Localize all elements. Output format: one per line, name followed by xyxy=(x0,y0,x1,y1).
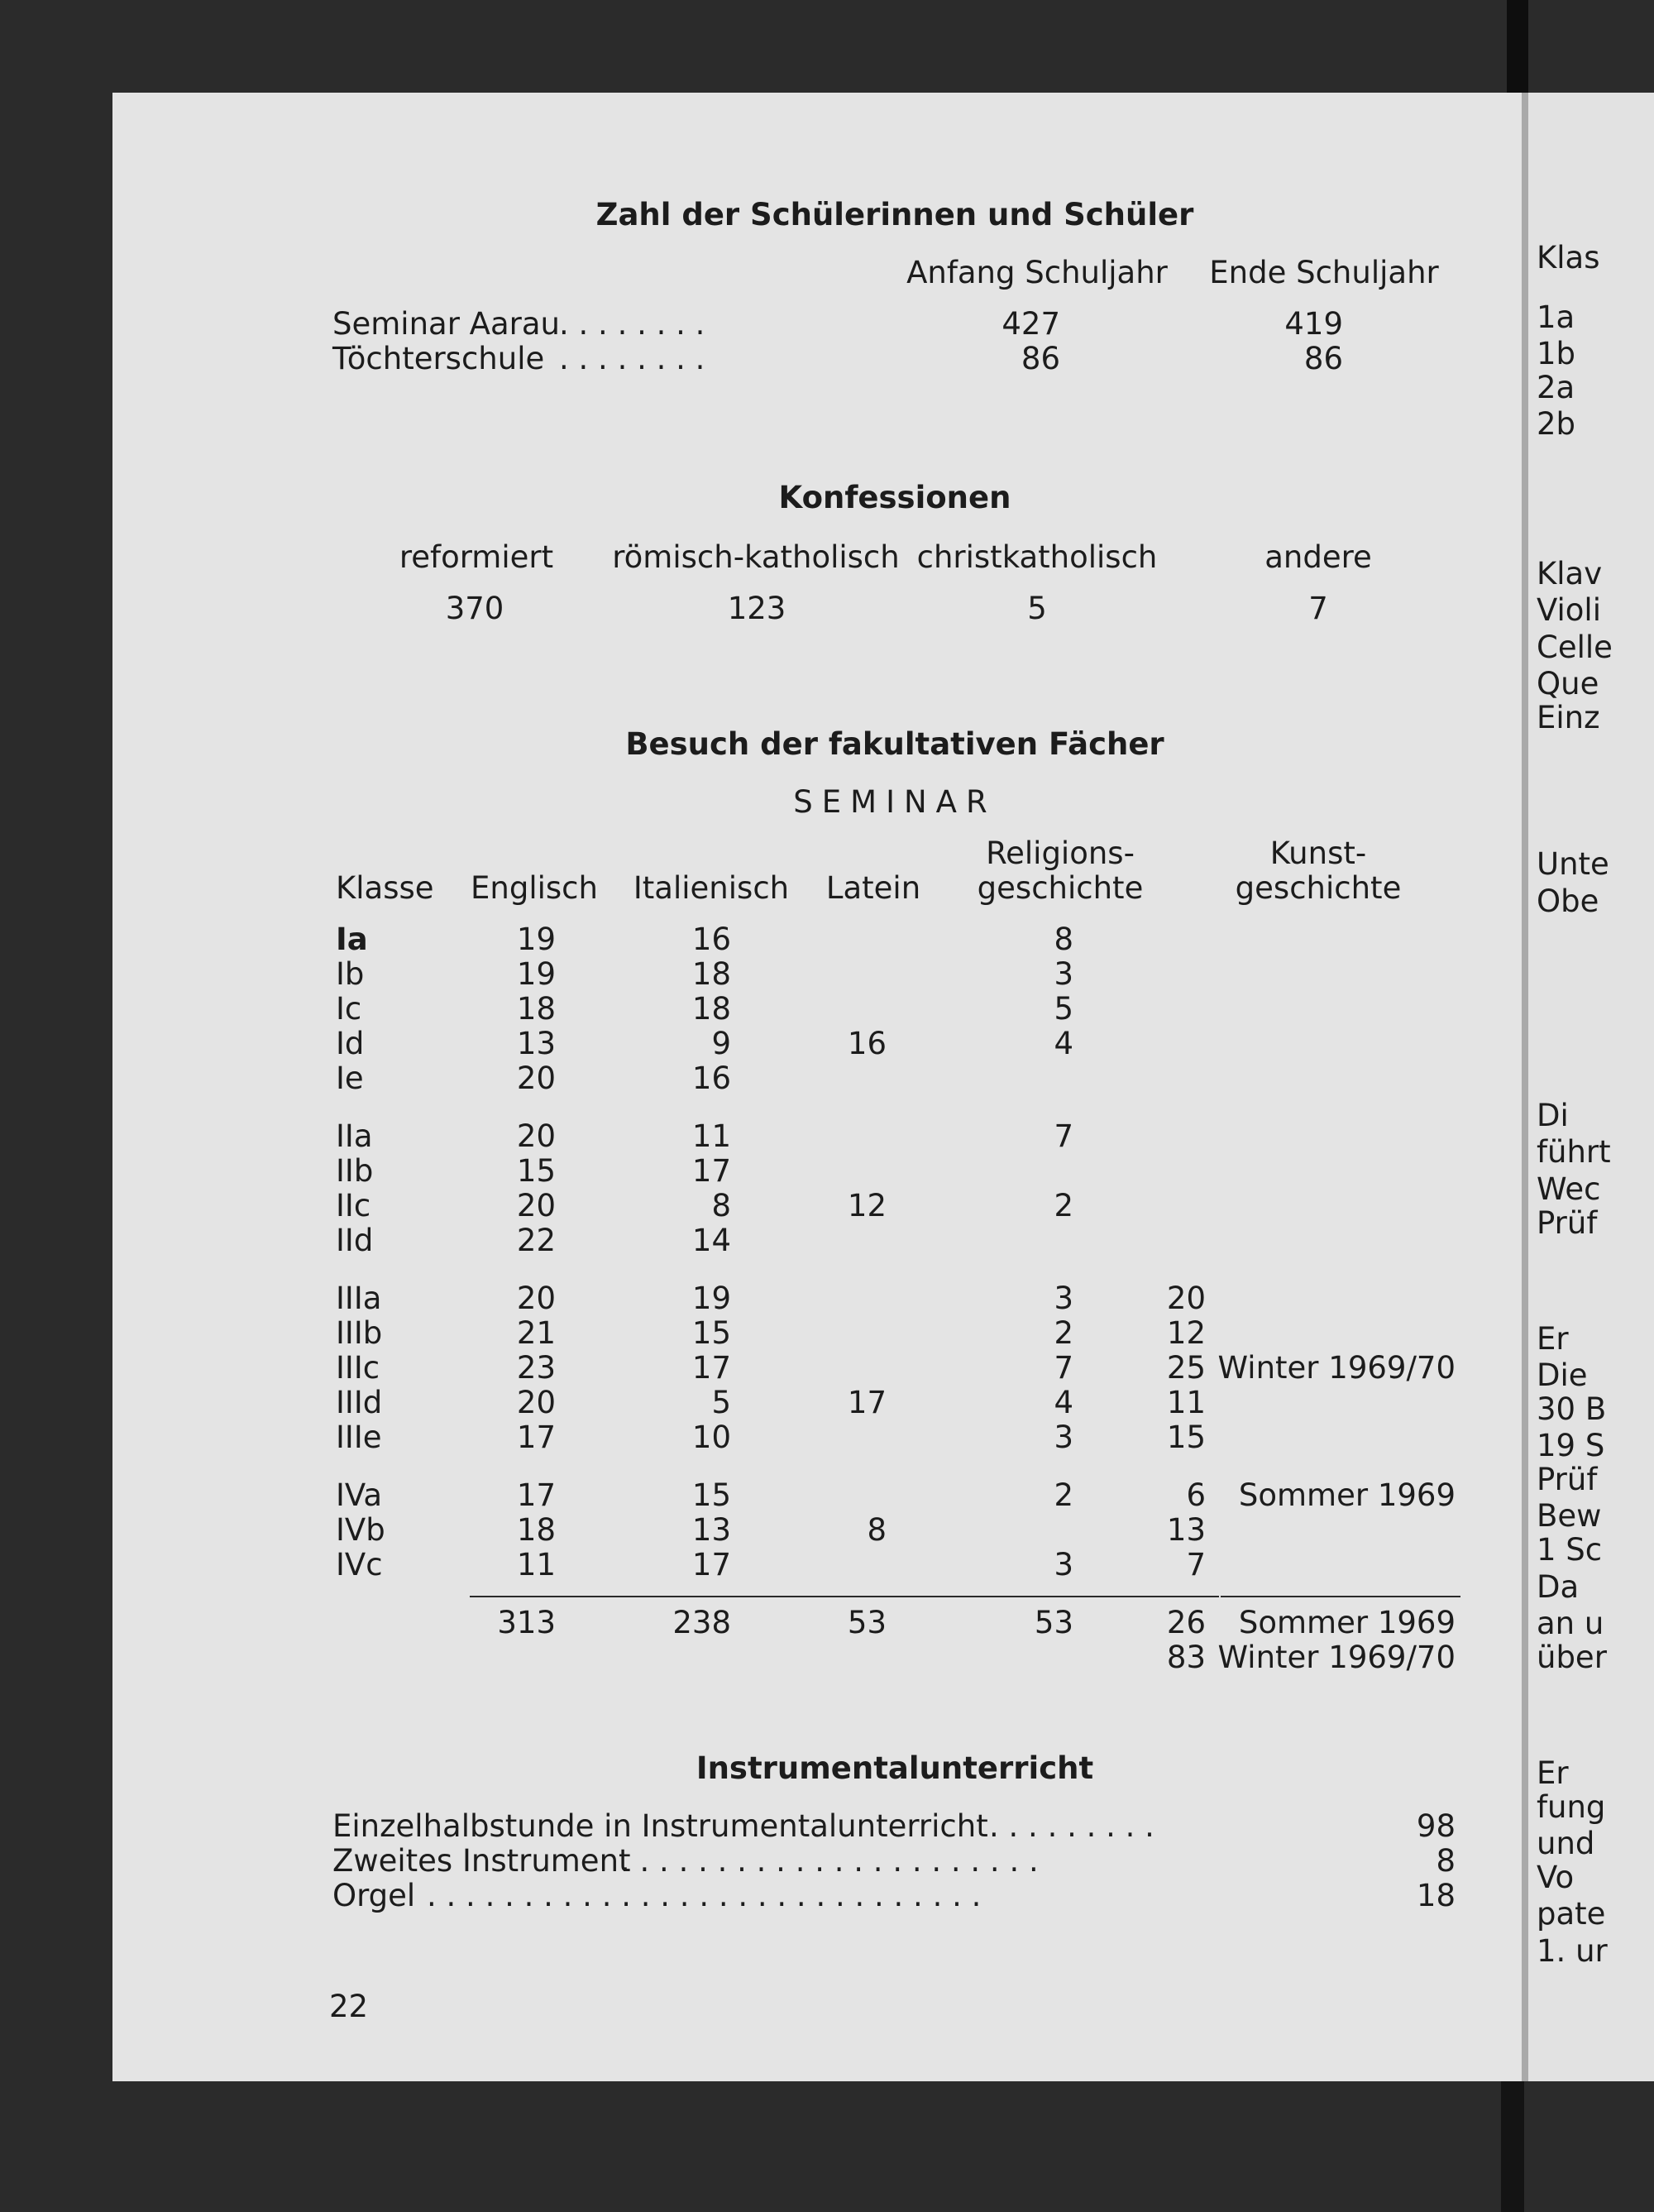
cell-religion: 3 xyxy=(1054,1281,1073,1316)
cell-religion: 2 xyxy=(1054,1315,1073,1351)
cell-kunstgeschichte: 15 xyxy=(1166,1420,1206,1455)
leader-dots: . . . . . . . . xyxy=(559,306,705,342)
cell-religion: 5 xyxy=(1054,991,1073,1027)
cell-englisch: 18 xyxy=(516,1512,556,1548)
cell-italienisch: 19 xyxy=(691,1281,731,1316)
right-page-text-fragment: Er xyxy=(1537,1755,1569,1791)
leader-dots: . . . . . . . . . . . . . . . . . . . . . . xyxy=(620,1843,1039,1879)
total-art-summer: 26 xyxy=(1166,1605,1206,1640)
cell-kunstgeschichte: 25 xyxy=(1166,1350,1206,1386)
header-art-line2: geschichte xyxy=(1235,870,1402,906)
cell-englisch: 19 xyxy=(516,956,556,992)
cell-kunstgeschichte: 12 xyxy=(1166,1315,1206,1351)
cell-italienisch: 11 xyxy=(691,1118,731,1154)
right-page-text-fragment: 2a xyxy=(1537,369,1575,405)
cell-italienisch: 16 xyxy=(691,922,731,957)
right-page-text-fragment: Da xyxy=(1537,1568,1580,1605)
right-page-text-fragment: Di xyxy=(1537,1098,1569,1134)
cell-religion: 4 xyxy=(1054,1385,1073,1420)
header-art-line1: Kunst- xyxy=(1269,835,1367,871)
cell-englisch: 20 xyxy=(516,1385,556,1420)
cell-italienisch: 17 xyxy=(691,1350,731,1386)
cell-italienisch: 15 xyxy=(691,1477,731,1513)
row-label-seminar-aarau: Seminar Aarau xyxy=(332,306,560,342)
right-page-text-fragment: Violi xyxy=(1537,592,1601,629)
cell-religion: 2 xyxy=(1054,1188,1073,1223)
cell-klasse: IIIa xyxy=(336,1281,382,1316)
value-roemisch-katholisch: 123 xyxy=(727,591,786,626)
cell-englisch: 17 xyxy=(516,1420,556,1455)
leader-dots: . . . . . . . . . . . . . . . . . . . . . . . . . . . . . xyxy=(427,1878,982,1913)
cell-englisch: 21 xyxy=(516,1315,556,1351)
header-reformiert: reformiert xyxy=(399,539,554,575)
right-page-text-fragment: 1b xyxy=(1537,335,1576,371)
header-andere: andere xyxy=(1264,539,1372,575)
right-page-text-fragment: 2b xyxy=(1537,406,1576,443)
header-start-of-year: Anfang Schuljahr xyxy=(906,255,1168,290)
right-page-text-fragment: und xyxy=(1537,1826,1595,1862)
header-end-of-year: Ende Schuljahr xyxy=(1209,255,1439,290)
leader-dots: . . . . . . . . xyxy=(559,341,705,376)
value-single-half-hour: 98 xyxy=(1416,1808,1456,1844)
cell-klasse: IId xyxy=(336,1223,374,1258)
cell-klasse: Ib xyxy=(336,956,365,992)
cell-latein: 8 xyxy=(867,1512,887,1548)
right-page-text-fragment: pate xyxy=(1537,1896,1606,1932)
header-englisch: Englisch xyxy=(471,870,598,906)
section-title-instrumental: Instrumentalunterricht xyxy=(696,1750,1094,1786)
cell-religion: 3 xyxy=(1054,956,1073,992)
cell-klasse: IIa xyxy=(336,1118,373,1154)
cell-englisch: 20 xyxy=(516,1188,556,1223)
row-label-single-half-hour: Einzelhalbstunde in Instrumentalunterricht xyxy=(332,1808,988,1844)
total-rule-right xyxy=(1221,1596,1460,1597)
cell-klasse: Ia xyxy=(336,922,368,957)
row-label-organ: Orgel xyxy=(332,1878,416,1913)
header-christkatholisch: christkatholisch xyxy=(916,539,1158,575)
cell-klasse: Ic xyxy=(336,991,362,1027)
right-page-text-fragment: Klas xyxy=(1537,239,1600,275)
cell-latein: 12 xyxy=(847,1188,887,1223)
cell-latein: 16 xyxy=(847,1026,887,1061)
cell-englisch: 20 xyxy=(516,1281,556,1316)
total-note-winter: Winter 1969/70 xyxy=(1217,1640,1456,1675)
header-religion-line2: geschichte xyxy=(977,870,1144,906)
right-page-text-fragment: 1a xyxy=(1537,299,1575,335)
right-page-text-fragment: Einz xyxy=(1537,700,1600,736)
header-latein: Latein xyxy=(825,870,921,906)
cell-italienisch: 17 xyxy=(691,1547,731,1582)
cell-kunstgeschichte: 7 xyxy=(1186,1547,1206,1582)
cell-italienisch: 9 xyxy=(711,1026,731,1061)
right-page-text-fragment: Die xyxy=(1537,1357,1588,1393)
cell-klasse: IIIe xyxy=(336,1420,382,1455)
cell-religion: 7 xyxy=(1054,1118,1073,1154)
total-rule-left xyxy=(470,1596,1219,1597)
cell-italienisch: 16 xyxy=(691,1061,731,1096)
leader-dots: . . . . . . . . . xyxy=(989,1808,1154,1844)
cell-klasse: IVc xyxy=(336,1547,383,1582)
right-page-text-fragment: über xyxy=(1537,1640,1607,1676)
right-page-text-fragment: Que xyxy=(1537,666,1599,702)
left-page xyxy=(112,93,1527,2081)
cell-religion: 8 xyxy=(1054,922,1073,957)
right-page-cropped xyxy=(1528,93,1654,2081)
total-englisch: 313 xyxy=(497,1605,556,1640)
cell-klasse: IVb xyxy=(336,1512,385,1548)
right-page-text-fragment: Er xyxy=(1537,1320,1569,1357)
right-page-text-fragment: 1. ur xyxy=(1537,1932,1608,1969)
cell-note: Winter 1969/70 xyxy=(1217,1350,1456,1386)
right-page-text-fragment: Vo xyxy=(1537,1860,1575,1896)
header-italienisch: Italienisch xyxy=(633,870,790,906)
scan-background-left xyxy=(0,0,112,2212)
cell-italienisch: 8 xyxy=(711,1188,731,1223)
cell-englisch: 13 xyxy=(516,1026,556,1061)
cell-kunstgeschichte: 20 xyxy=(1166,1281,1206,1316)
right-page-text-fragment: Wec xyxy=(1537,1171,1601,1207)
cell-klasse: Ie xyxy=(336,1061,364,1096)
total-note-summer: Sommer 1969 xyxy=(1238,1605,1456,1640)
cell-englisch: 20 xyxy=(516,1118,556,1154)
cell-italienisch: 14 xyxy=(691,1223,731,1258)
cell-klasse: IIb xyxy=(336,1153,374,1189)
cell-italienisch: 10 xyxy=(691,1420,731,1455)
value-organ: 18 xyxy=(1416,1878,1456,1913)
right-page-text-fragment: an u xyxy=(1537,1606,1604,1642)
right-page-text-fragment: Obe xyxy=(1537,883,1599,919)
section-title-confessions: Konfessionen xyxy=(778,480,1011,515)
cell-englisch: 11 xyxy=(516,1547,556,1582)
cell-kunstgeschichte: 13 xyxy=(1166,1512,1206,1548)
section-title-students: Zahl der Schülerinnen und Schüler xyxy=(595,197,1194,232)
header-religion-line1: Religions- xyxy=(986,835,1135,871)
right-page-text-fragment: führt xyxy=(1537,1134,1611,1171)
cell-italienisch: 5 xyxy=(711,1385,731,1420)
right-page-text-fragment: 1 Sc xyxy=(1537,1532,1603,1568)
value-andere: 7 xyxy=(1308,591,1328,626)
value-second-instrument: 8 xyxy=(1436,1843,1456,1879)
cell-klasse: IVa xyxy=(336,1477,383,1513)
cell-englisch: 22 xyxy=(516,1223,556,1258)
cell-religion: 3 xyxy=(1054,1547,1073,1582)
cell-englisch: 19 xyxy=(516,922,556,957)
cell-italienisch: 17 xyxy=(691,1153,731,1189)
right-page-text-fragment: 30 B xyxy=(1537,1391,1607,1427)
cell-religion: 7 xyxy=(1054,1350,1073,1386)
cell-englisch: 17 xyxy=(516,1477,556,1513)
cell-latein: 17 xyxy=(847,1385,887,1420)
toechterschule-end-count: 86 xyxy=(1303,341,1343,376)
right-page-text-fragment: Klav xyxy=(1537,556,1603,592)
header-roemisch-katholisch: römisch-katholisch xyxy=(612,539,900,575)
cell-klasse: Id xyxy=(336,1026,365,1061)
seminar-start-count: 427 xyxy=(1001,306,1060,342)
cell-kunstgeschichte: 6 xyxy=(1186,1477,1206,1513)
toechterschule-start-count: 86 xyxy=(1021,341,1060,376)
header-klasse: Klasse xyxy=(336,870,434,906)
cell-kunstgeschichte: 11 xyxy=(1166,1385,1206,1420)
cell-religion: 2 xyxy=(1054,1477,1073,1513)
row-label-second-instrument: Zweites Instrument xyxy=(332,1843,631,1879)
right-page-text-fragment: 19 S xyxy=(1537,1428,1605,1464)
value-christkatholisch: 5 xyxy=(1027,591,1047,626)
cell-englisch: 18 xyxy=(516,991,556,1027)
cell-englisch: 23 xyxy=(516,1350,556,1386)
cell-englisch: 20 xyxy=(516,1061,556,1096)
row-label-toechterschule: Töchterschule xyxy=(332,341,545,376)
total-religion: 53 xyxy=(1034,1605,1073,1640)
total-latein: 53 xyxy=(847,1605,887,1640)
cell-englisch: 15 xyxy=(516,1153,556,1189)
right-page-text-fragment: Unte xyxy=(1537,846,1609,883)
scan-background-top xyxy=(0,0,1654,93)
value-reformiert: 370 xyxy=(445,591,504,626)
right-page-text-fragment: fung xyxy=(1537,1788,1606,1825)
section-title-optional-subjects: Besuch der fakultativen Fächer xyxy=(625,726,1164,762)
subtitle-seminar: SEMINAR xyxy=(793,784,997,820)
right-page-text-fragment: Celle xyxy=(1537,629,1613,665)
cell-religion: 3 xyxy=(1054,1420,1073,1455)
right-page-text-fragment: Prüf xyxy=(1537,1204,1598,1241)
right-page-text-fragment: Prüf xyxy=(1537,1462,1598,1498)
cell-note: Sommer 1969 xyxy=(1238,1477,1456,1513)
cell-italienisch: 15 xyxy=(691,1315,731,1351)
cell-klasse: IIId xyxy=(336,1385,383,1420)
cell-klasse: IIc xyxy=(336,1188,371,1223)
cell-italienisch: 18 xyxy=(691,956,731,992)
total-art-winter: 83 xyxy=(1166,1640,1206,1675)
cell-religion: 4 xyxy=(1054,1026,1073,1061)
seminar-end-count: 419 xyxy=(1284,306,1343,342)
cell-klasse: IIIc xyxy=(336,1350,380,1386)
right-page-text-fragment: Bew xyxy=(1537,1498,1602,1535)
cell-klasse: IIIb xyxy=(336,1315,383,1351)
cell-italienisch: 18 xyxy=(691,991,731,1027)
cell-italienisch: 13 xyxy=(691,1512,731,1548)
total-italienisch: 238 xyxy=(672,1605,731,1640)
page-number: 22 xyxy=(329,1989,369,2024)
